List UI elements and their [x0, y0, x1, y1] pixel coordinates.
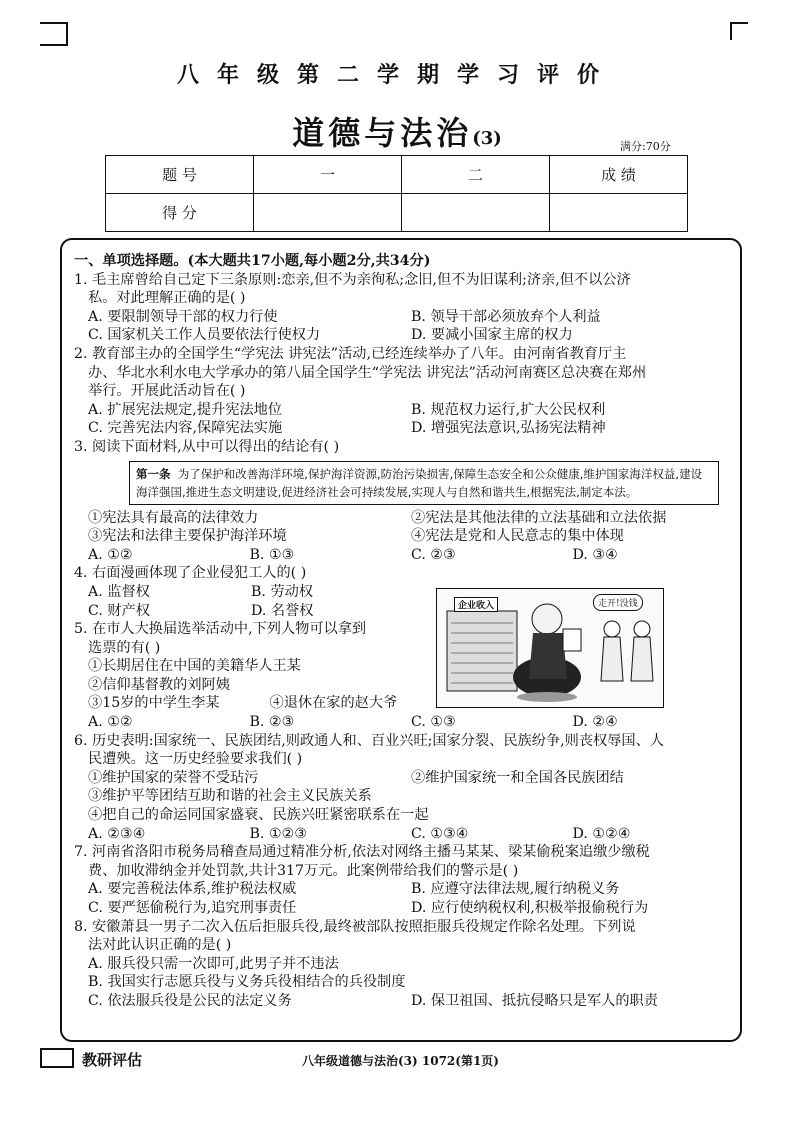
q2-stem-cont: 办、华北水利水电大学承办的第八届全国学生“学宪法 讲宪法”活动河南赛区总决赛在郑州	[88, 364, 647, 381]
q6-option-b[interactable]: B. ①②③	[249, 825, 308, 842]
q5-statement-4: ④退休在家的赵大爷	[269, 695, 398, 712]
q8-stem: 8. 安徽萧县一男子二次入伍后拒服兵役,最终被部队按照拒服兵役规定作除名处理。下列说	[74, 918, 636, 935]
q5-stem: 5. 在市人大换届选举活动中,下列人物可以拿到	[74, 621, 367, 638]
q6-option-a[interactable]: A. ②③④	[88, 825, 146, 842]
score-header-cell: 二	[402, 156, 550, 194]
q4-option-c[interactable]: C. 财产权	[88, 602, 150, 619]
q2-option-c[interactable]: C. 完善宪法内容,保障宪法实施	[88, 420, 283, 437]
q5-statement-2: ②信仰基督教的刘阿姨	[88, 676, 230, 693]
subject-title	[0, 108, 794, 154]
q3-statements-row	[74, 509, 734, 528]
q6-statement-4: ④把自己的命运同国家盛衰、民族兴旺紧密联系在一起	[88, 807, 429, 824]
q3-statement-2: ②宪法是其他法律的立法基础和立法依据	[411, 509, 667, 526]
corner-mark-top-right	[730, 22, 748, 40]
q1-option-a[interactable]: A. 要限制领导干部的权力行使	[88, 308, 278, 325]
q8-option-a[interactable]: A. 服兵役只需一次即可,此男子并不违法	[88, 955, 339, 972]
score-header-cell: 题 号	[106, 156, 254, 194]
q6-statement-1: ①维护国家的荣誉不受玷污	[88, 769, 259, 786]
q3-options-row	[74, 546, 734, 565]
q5-option-c[interactable]: C. ①③	[411, 714, 456, 731]
subject-number: (3)	[472, 128, 502, 149]
score-cell[interactable]	[550, 194, 688, 232]
q1-stem: 1. 毛主席曾给自己定下三条原则:恋亲,但不为亲徇私;念旧,但不为旧谋利;济亲,但不以公济	[74, 271, 631, 288]
section-heading: 一、单项选择题。(本大题共17小题,每小题2分,共34分)	[74, 253, 431, 269]
q5-options-row	[74, 713, 734, 732]
q5-option-a[interactable]: A. ①②	[88, 714, 133, 731]
q5-statement-1: ①长期居住在中国的美籍华人王某	[88, 658, 301, 675]
subject-name: 道德与法治	[292, 114, 473, 152]
q3-option-a[interactable]: A. ①②	[88, 546, 133, 563]
q6-statement-3: ③维护平等团结互助和谐的社会主义民族关系	[88, 788, 372, 805]
q7-options-row	[74, 899, 734, 918]
q8-options-row	[74, 992, 734, 1011]
q4-options-row	[74, 583, 414, 602]
q2-stem-cont: 举行。开展此活动旨在( )	[88, 383, 246, 400]
q3-statement-1: ①宪法具有最高的法律效力	[88, 509, 259, 526]
q6-option-c[interactable]: C. ①③④	[411, 825, 469, 842]
q1-option-c[interactable]: C. 国家机关工作人员要依法行使权力	[88, 327, 321, 344]
score-cell[interactable]	[402, 194, 550, 232]
q7-option-b[interactable]: B. 应遵守法律法规,履行纳税义务	[411, 881, 620, 898]
q3-option-b[interactable]: B. ①③	[249, 546, 295, 563]
q7-option-a[interactable]: A. 要完善税法体系,维护税法权威	[88, 881, 297, 898]
q7-stem-cont: 费、加收滞纳金并处罚款,共计317万元。此案例带给我们的警示是( )	[88, 862, 519, 879]
q6-stem: 6. 历史表明:国家统一、民族团结,则政通人和、百业兴旺;国家分裂、民族纷争,则丧权辱国、人	[74, 732, 664, 749]
score-cell[interactable]	[254, 194, 402, 232]
score-row-label: 得 分	[106, 194, 254, 232]
q3-box-text: 为了保护和改善海洋环境,保护海洋资源,防治污染损害,保障生态安全和公众健康,维护国家海洋权益,建设海洋强国,推进生态文明建设,促进经济社会可持续发展,实现人与自然和谐共生,根据宪法,制定本法。	[136, 466, 703, 499]
grade-line: 八年级第二学期学习评价	[176, 62, 617, 88]
q1-option-d[interactable]: D. 要减小国家主席的权力	[411, 327, 573, 344]
q5-stem-cont: 选票的有( )	[88, 639, 161, 656]
q2-option-a[interactable]: A. 扩展宪法规定,提升宪法地位	[88, 401, 283, 418]
cartoon-sign: 企业收入	[454, 597, 498, 612]
score-header-cell: 成 绩	[550, 156, 688, 194]
footer-box	[40, 1048, 74, 1068]
footer-brand: 教研评估	[82, 1051, 143, 1069]
q3-option-d[interactable]: D. ③④	[572, 546, 618, 563]
q2-options-row	[74, 401, 734, 420]
q4-stem: 4. 右面漫画体现了企业侵犯工人的( )	[74, 565, 307, 582]
q8-stem-cont: 法对此认识正确的是( )	[88, 937, 232, 954]
q2-stem: 2. 教育部主办的全国学生“学宪法 讲宪法”活动,已经连续举办了八年。由河南省教育厅主	[74, 345, 627, 362]
footer-page-info: 八年级道德与法治(3) 1072(第1页)	[302, 1054, 499, 1068]
q1-options-row	[74, 308, 734, 327]
q7-option-d[interactable]: D. 应行使纳税权利,积极举报偷税行为	[411, 900, 649, 916]
q3-box-lead: 第一条	[136, 466, 171, 481]
q3-material-box	[129, 461, 719, 505]
q4-option-b[interactable]: B. 劳动权	[251, 583, 314, 600]
q3-statement-3: ③宪法和法律主要保护海洋环境	[88, 528, 287, 545]
q4-options-row	[74, 602, 414, 621]
q1-stem-cont: 私。对此理解正确的是( )	[88, 290, 246, 307]
q8-option-b[interactable]: B. 我国实行志愿兵役与义务兵役相结合的兵役制度	[88, 974, 406, 991]
q4-q5-column	[74, 564, 414, 713]
q6-statement-2: ②维护国家统一和全国各民族团结	[411, 769, 624, 786]
score-header-cell: 一	[254, 156, 402, 194]
q7-stem: 7. 河南省洛阳市税务局稽查局通过精准分析,依法对网络主播马某某、梁某偷税案追缴少缴税	[74, 844, 650, 861]
q4-cartoon	[436, 588, 664, 708]
q7-options-row	[74, 880, 734, 899]
q6-statements-row	[74, 769, 734, 788]
q5-option-b[interactable]: B. ②③	[249, 714, 295, 731]
q2-options-row	[74, 419, 734, 438]
cartoon-speech: 走开!没钱	[593, 594, 643, 611]
q3-statement-4: ④宪法是党和人民意志的集中体现	[411, 528, 624, 545]
q8-option-c[interactable]: C. 依法服兵役是公民的法定义务	[88, 992, 292, 1009]
q5-statement-3: ③15岁的中学生李某	[88, 695, 220, 712]
q3-option-c[interactable]: C. ②③	[411, 546, 456, 563]
q8-option-d[interactable]: D. 保卫祖国、抵抗侵略只是军人的职责	[411, 992, 658, 1009]
full-mark: 满分:70分	[620, 140, 671, 153]
q6-stem-cont: 民遭殃。这一历史经验要求我们( )	[88, 751, 303, 768]
q5-option-d[interactable]: D. ②④	[572, 714, 618, 731]
q1-option-b[interactable]: B. 领导干部必须放弃个人利益	[411, 308, 601, 325]
q2-option-d[interactable]: D. 增强宪法意识,弘扬宪法精神	[411, 420, 606, 437]
q3-statements-row	[74, 527, 734, 546]
q4-option-a[interactable]: A. 监督权	[88, 583, 150, 600]
q4-option-d[interactable]: D. 名誉权	[251, 602, 314, 619]
q6-option-d[interactable]: D. ①②④	[572, 825, 631, 842]
q7-option-c[interactable]: C. 要严惩偷税行为,追究刑事责任	[88, 900, 297, 916]
q5-statements-row	[74, 694, 418, 713]
q2-option-b[interactable]: B. 规范权力运行,扩大公民权利	[411, 401, 606, 418]
q1-options-row	[74, 326, 734, 345]
q6-options-row	[74, 825, 734, 844]
corner-mark-top-left	[40, 22, 68, 46]
score-table	[105, 155, 688, 232]
q3-stem: 3. 阅读下面材料,从中可以得出的结论有( )	[74, 438, 340, 455]
